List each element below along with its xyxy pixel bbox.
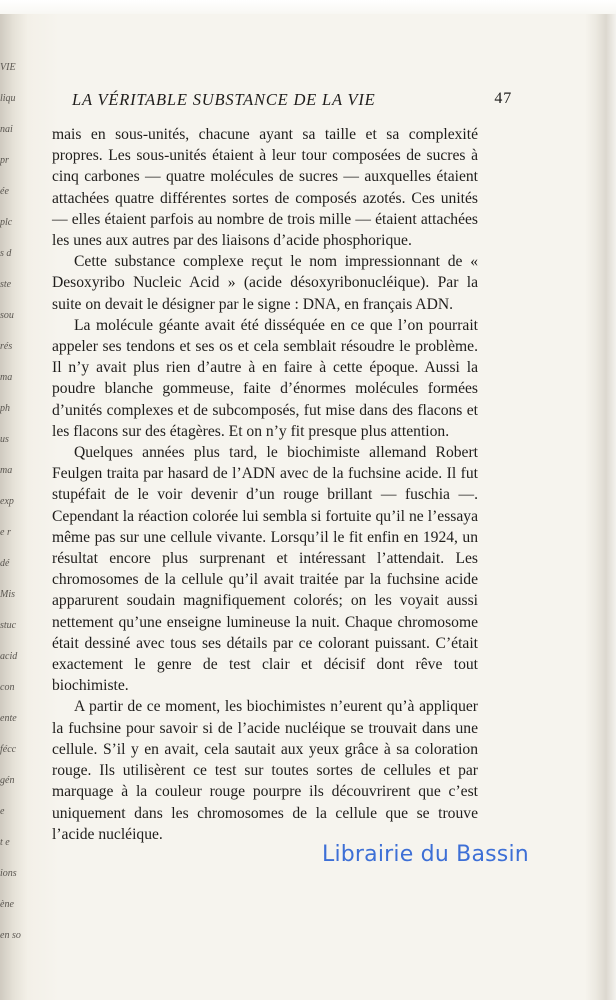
gutter-fragment: acid bbox=[0, 651, 18, 662]
gutter-fragment: rés bbox=[0, 341, 13, 352]
gutter-fragment: ma bbox=[0, 465, 13, 476]
gutter-fragment: t e bbox=[0, 837, 10, 848]
gutter-fragment: exp bbox=[0, 496, 14, 507]
gutter-fragment: ente bbox=[0, 713, 17, 724]
gutter-fragment: us bbox=[0, 434, 9, 445]
gutter-fragment: pr bbox=[0, 155, 9, 166]
gutter-fragment: ph bbox=[0, 403, 10, 414]
page-number: 47 bbox=[494, 90, 512, 107]
running-header bbox=[72, 90, 512, 112]
gutter-fragment: en so bbox=[0, 930, 21, 941]
gutter-fragment: con bbox=[0, 682, 15, 693]
gutter-fragment: plc bbox=[0, 217, 13, 228]
running-header-title: LA VÉRITABLE SUBSTANCE DE LA VIE bbox=[72, 90, 376, 109]
body-text bbox=[52, 124, 478, 845]
gutter-fragment: ène bbox=[0, 899, 14, 910]
gutter-fragment: fécc bbox=[0, 744, 17, 755]
paragraph-4: Quelques années plus tard, le biochimiste allemand Robert Feulgen traita par hasard de l’ADN avec de la fuchsine acide. Il fut stupéfait de le voir devenir d’un rouge brillant — fuschia —. Cependant la réaction colorée lui sembla si fortuite qu’il ne l’essaya même pas sur une cellule vivante. Lorsqu’il le fit enfin en 1924, un résultat encore plus surprenant et intéressant l’attendait. Les chromosomes de la cellule qu’il avait traitée par la fuchsine acide apparurent soudain magnifiquement colorés; on les voyait aussi nettement qu’une enseigne lumineuse la nuit. Chaque chromosome était dessiné avec tous ses détails par ce colorant puissant. C’était exactement le genre de test clair et décisif dont rêve tout biochimiste. bbox=[52, 444, 478, 695]
gutter-fragment: liqu bbox=[0, 93, 16, 104]
gutter-fragment: ma bbox=[0, 372, 13, 383]
gutter-fragment: ée bbox=[0, 186, 9, 197]
paragraph-1: mais en sous-unités, chacune ayant sa taille et sa complexité propres. Les sous-unités étaient à leur tour composées de sucres à cinq carbones — quatre molécules de sucres — auxquelles étaient attachées quatre différentes sortes de composés azotés. Ces unités — elles étaient parfois au nombre de trois mille — étaient attachées les unes aux autres par des liaisons d’acide phosphorique. bbox=[52, 126, 478, 250]
gutter-fragment: gén bbox=[0, 775, 15, 786]
previous-page-gutter bbox=[0, 30, 22, 950]
gutter-fragment: Mis bbox=[0, 589, 15, 600]
gutter-fragment: nai bbox=[0, 124, 13, 135]
paragraph-3: La molécule géante avait été disséquée en ce que l’on pourrait appeler ses tendons et ses os et cela semblait résoudre le problème. Il n’y avait plus rien d’autre à en faire à cette époque. Aussi la poudre blanche gommeuse, faite d’énormes molécules formées d’unités complexes et de subcomposés, fut mise dans des flacons et les flacons sur des étagères. Et on n’y fit presque plus attention. bbox=[52, 316, 478, 440]
seller-watermark: Librairie du Bassin bbox=[322, 842, 529, 867]
gutter-fragment: ions bbox=[0, 868, 17, 879]
gutter-fragment: sou bbox=[0, 310, 14, 321]
gutter-fragment: ste bbox=[0, 279, 12, 290]
gutter-fragment: VIE bbox=[0, 62, 16, 73]
paragraph-2: Cette substance complexe reçut le nom impressionnant de « Desoxyribo Nucleic Acid » (acide désoxyribonucléique). Par la suite on devait le désigner par le signe : DNA, en français ADN. bbox=[52, 253, 478, 313]
gutter-fragment: s d bbox=[0, 248, 12, 259]
paragraph-5: A partir de ce moment, les biochimistes n’eurent qu’à appliquer la fuchsine pour savoir si de l’acide nucléique se trouvait dans une cellule. S’il y en avait, cela sautait aux yeux grâce à sa coloration rouge. Ils utilisèrent ce test sur toutes sortes de cellules et par marquage à la couleur rouge pourpre ils découvrirent que c’est uniquement dans les chromosomes de la cellule que se trouve l’acide nucléique. bbox=[52, 698, 478, 843]
gutter-fragment: e bbox=[0, 806, 5, 817]
gutter-fragment: e r bbox=[0, 527, 11, 538]
gutter-fragment: dé bbox=[0, 558, 10, 569]
gutter-fragment: stuc bbox=[0, 620, 17, 631]
